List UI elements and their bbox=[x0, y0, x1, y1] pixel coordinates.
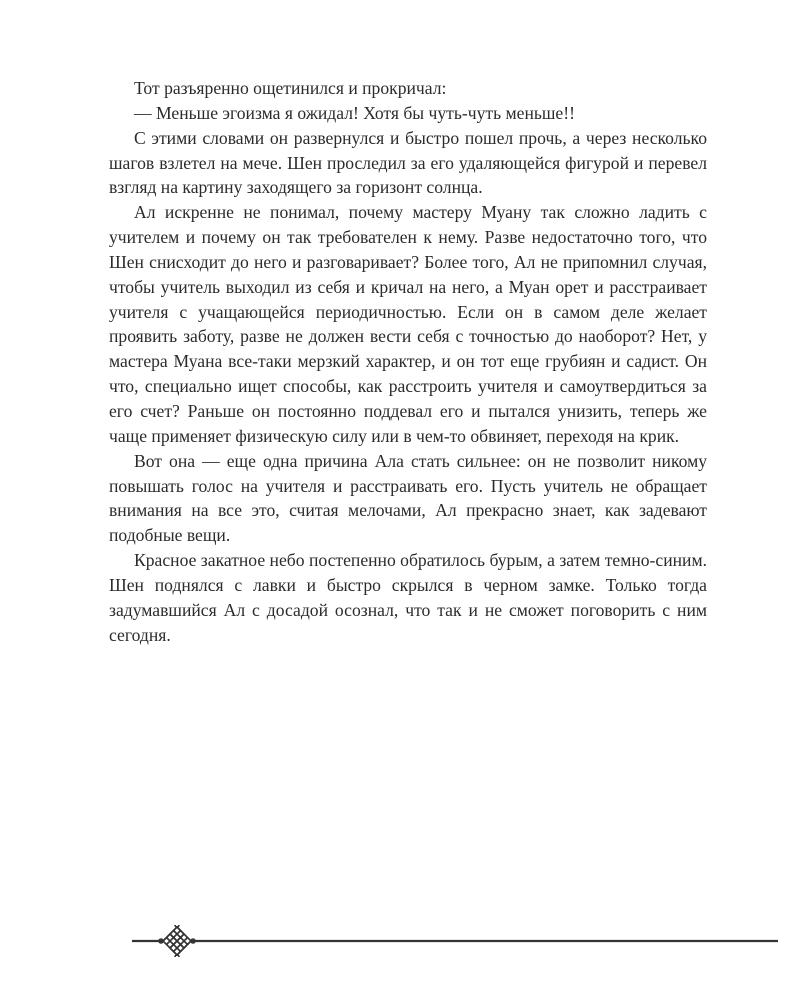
paragraph-2-dialogue: — Меньше эгоизма я ожидал! Хотя бы чуть-чуть меньше!! bbox=[134, 102, 575, 123]
footer-ornament bbox=[132, 925, 778, 957]
paragraph-6: Красное закатное небо постепенно обратилось бурым, а затем темно-синим. Шен поднялся с лавки и быстро скрылся в черном замке. Только тогда задумавшийся Ал с досадой осознал, что так и не сможет поговорить с ним сегодня. bbox=[109, 550, 707, 645]
paragraph-5: Вот она — еще одна причина Ала стать сильнее: он не позволит никому повышать голос на учителя и расстраивать его. Пусть учитель не обращает внимания на все это, считая мелочами, Ал прекрасно знает, как задевают подобные вещи. bbox=[109, 450, 707, 546]
paragraph-3: С этими словами он развернулся и быстро пошел прочь, а через несколько шагов взлетел на мече. Шен проследил за его удаляющейся фигурой и перевел взгляд на картину заходящего за горизонт солнца. bbox=[109, 127, 707, 198]
page-body-text bbox=[109, 76, 707, 647]
paragraph-4: Ал искренне не понимал, почему мастеру Муану так сложно ладить с учителем и почему он так требователен к нему. Разве недостаточно того, что Шен снисходит до него и разговаривает? Более того, Ал не припомнил случая, чтобы учитель выходил из себя и кричал на него, а Муан орет и расстраивает учителя с учащающейся периодичностью. Если он в самом деле желает проявить заботу, разве не должен вести себя с точностью до наоборот? Нет, у мастера Муана все-таки мерзкий характер, и он тот еще грубиян и садист. Он что, специально ищет способы, как расстроить учителя и самоутвердиться за его счет? Раньше он постоянно поддевал его и пытался унизить, теперь же чаще применяет физическую силу или в чем-то обвиняет, переходя на крик. bbox=[109, 202, 707, 446]
paragraph-1: Тот разъяренно ощетинился и прокричал: bbox=[134, 78, 447, 98]
endless-knot-icon bbox=[132, 925, 778, 957]
